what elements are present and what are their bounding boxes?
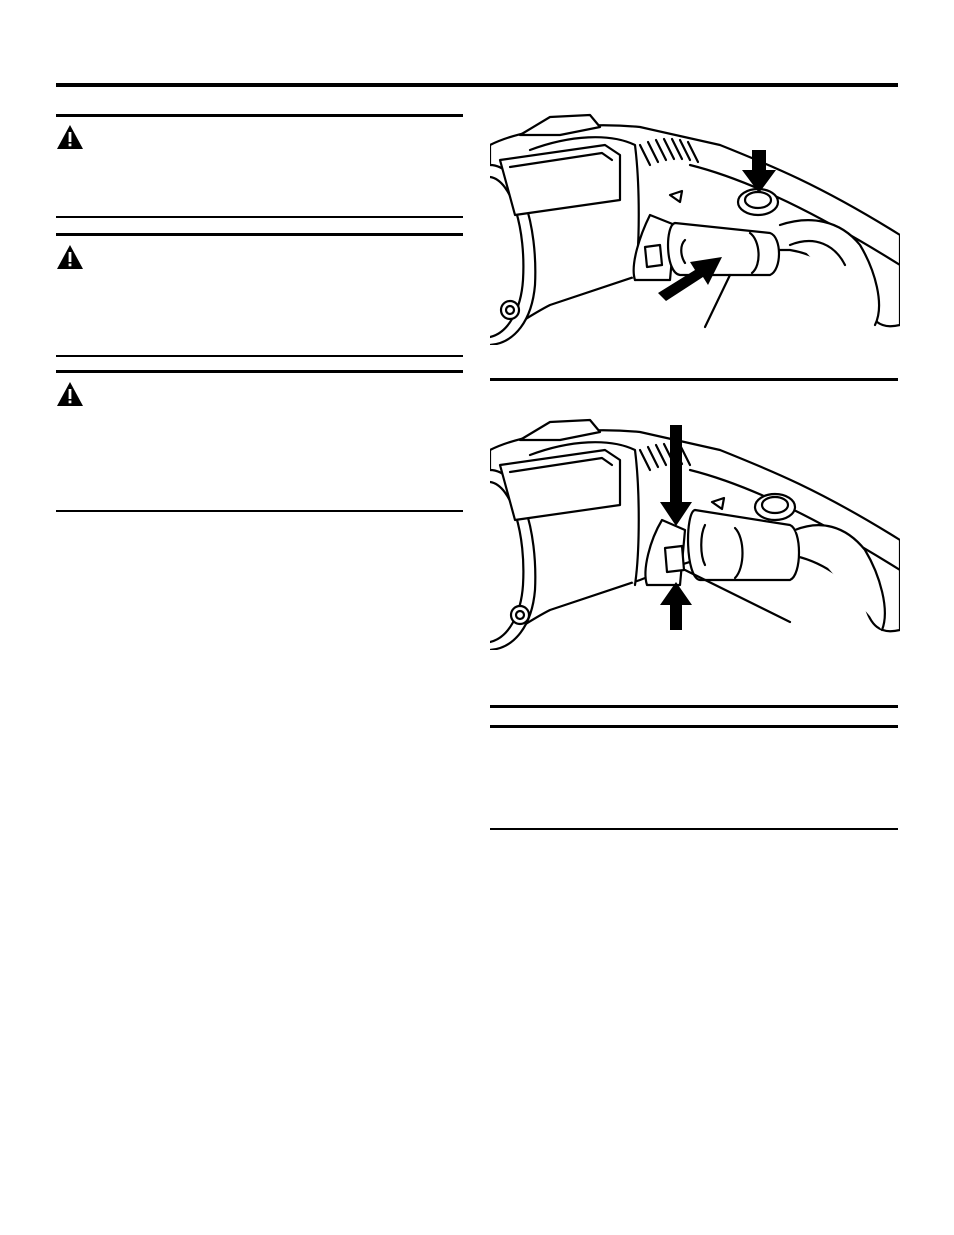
figure-2-bottom-rule: [490, 705, 898, 708]
figure-2: [490, 410, 900, 650]
tool-trigger-lock-illustration: [490, 105, 900, 345]
notice-box-top-rule: [490, 725, 898, 728]
warning-triangle-icon: [56, 124, 84, 150]
warning-1-top-rule: [56, 114, 463, 117]
warning-3-bottom-rule: [56, 510, 463, 512]
warning-1-bottom-rule: [56, 216, 463, 218]
tool-switch-illustration: [490, 410, 900, 650]
warning-triangle-icon: [56, 244, 84, 270]
figure-1-bottom-rule: [490, 378, 898, 381]
warning-3-top-rule: [56, 370, 463, 373]
warning-2-bottom-rule: [56, 355, 463, 357]
notice-box-bottom-rule: [490, 828, 898, 830]
figure-1: [490, 105, 900, 345]
warning-triangle-icon: [56, 381, 84, 407]
push-up-arrow-icon: [660, 582, 692, 630]
header-rule: [56, 83, 898, 87]
warning-2-top-rule: [56, 233, 463, 236]
